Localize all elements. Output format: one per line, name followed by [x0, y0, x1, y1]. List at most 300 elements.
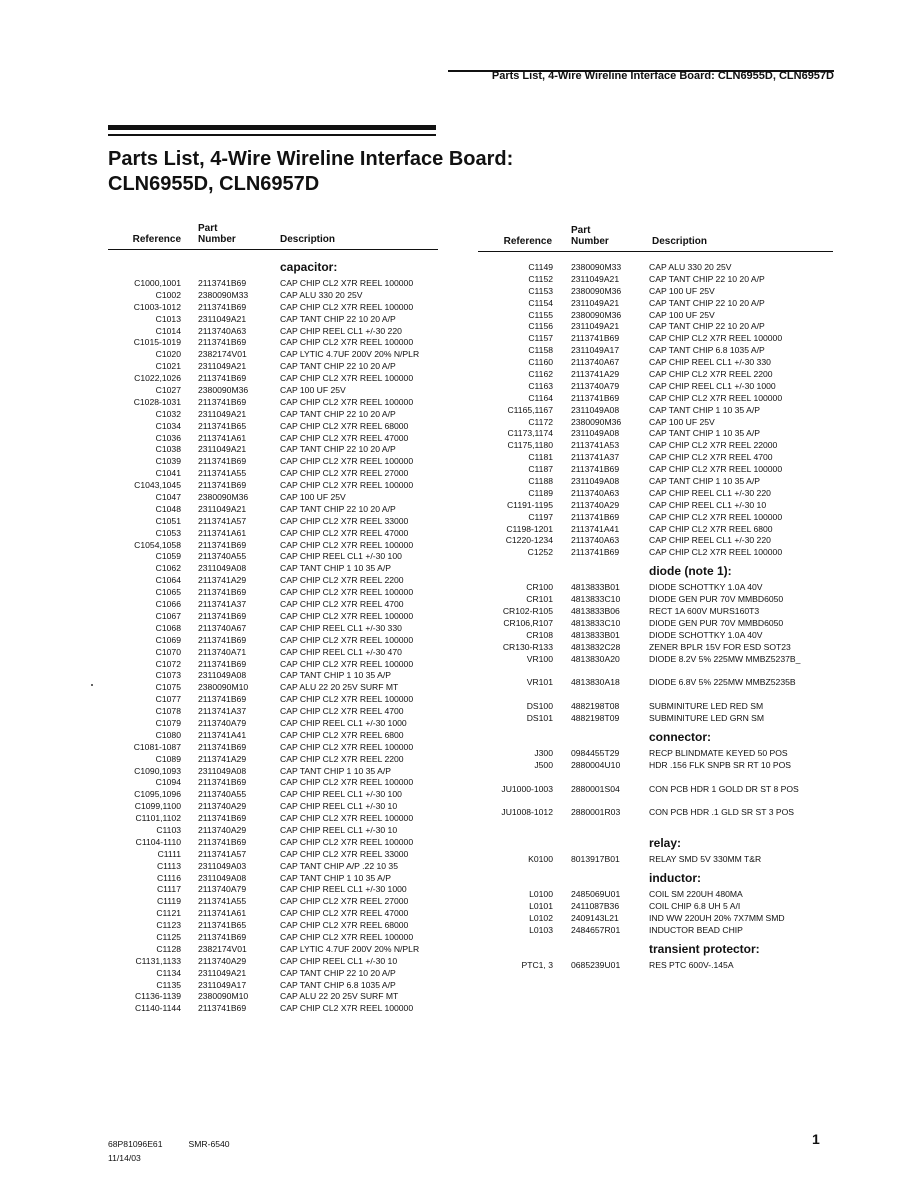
header-description: Description	[280, 234, 336, 245]
reference-cell: C1121	[156, 908, 181, 919]
description-cell: CAP TANT CHIP A/P .22 10 35	[280, 860, 398, 871]
reference-cell: CR106,R107	[503, 617, 553, 628]
table-row	[108, 659, 438, 671]
table-row	[478, 854, 833, 866]
table-row	[108, 801, 438, 813]
table-row	[478, 606, 833, 618]
description-cell: CAP CHIP CL2 X7R REEL 100000	[280, 278, 414, 288]
table-row	[478, 321, 833, 333]
description-cell: CAP CHIP CL2 X7R REEL 100000	[280, 396, 414, 407]
description-cell: CAP CHIP CL2 X7R REEL 100000	[649, 464, 783, 475]
reference-cell: C1117	[156, 884, 181, 895]
part-number-cell: 2311049A21	[198, 967, 247, 978]
table-row	[478, 618, 833, 630]
part-number-cell: 2113741A29	[198, 753, 247, 764]
description-cell: SUBMINITURE LED RED SM	[649, 701, 764, 712]
reference-cell: C1134	[156, 967, 181, 978]
description-cell: CAP CHIP CL2 X7R REEL 4700	[280, 706, 404, 717]
table-row	[108, 932, 438, 944]
reference-cell: C1080	[155, 729, 181, 740]
part-number-cell: 2113740A29	[571, 499, 620, 510]
table-row	[478, 464, 833, 476]
part-number-cell: 4813833C10	[571, 617, 621, 628]
reference-cell: C1028-1031	[133, 396, 181, 407]
description-cell: SUBMINITURE LED GRN SM	[649, 713, 765, 724]
description-cell: CAP 100 UF 25V	[280, 492, 346, 503]
description-cell: ZENER BPLR 15V FOR ESD SOT23	[649, 641, 791, 652]
part-number-cell: 2113740A29	[198, 955, 247, 966]
reference-cell: C1181	[528, 452, 553, 463]
parts-table-left	[108, 216, 438, 1015]
header-part-label: Part	[571, 225, 591, 236]
reference-cell: C1059	[155, 551, 181, 562]
reference-cell: C1111	[157, 848, 181, 859]
part-number-cell: 2113740A29	[198, 824, 247, 835]
table-row	[108, 504, 438, 516]
table-row	[108, 611, 438, 623]
reference-cell: C1062	[155, 563, 181, 574]
part-number-cell: 2311049A21	[571, 321, 620, 332]
table-row	[478, 960, 833, 972]
header-part-label: Part	[198, 223, 218, 234]
doc-date: 11/14/03	[108, 1153, 141, 1163]
part-number-cell: 2113741A29	[571, 369, 620, 380]
reference-cell: K0100	[528, 854, 553, 865]
description-cell: CAP TANT CHIP 1 10 35 A/P	[280, 872, 391, 883]
table-row	[108, 480, 438, 492]
part-number-cell: 2485069U01	[571, 889, 621, 900]
part-number-cell: 4882198T08	[571, 701, 620, 712]
part-number-cell: 2113740A79	[198, 884, 247, 895]
table-row	[108, 468, 438, 480]
description-cell: CAP CHIP CL2 X7R REEL 47000	[280, 527, 409, 538]
reference-cell: C1123	[156, 920, 181, 931]
running-head: Parts List, 4-Wire Wireline Interface Board: CLN6955D, CLN6957D	[491, 70, 834, 82]
description-cell: CAP CHIP REEL CL1 +/-30 220	[649, 535, 771, 546]
table-row	[478, 889, 833, 901]
reference-cell: L0102	[529, 912, 553, 923]
table-row	[478, 807, 833, 831]
description-cell: CAP TANT CHIP 1 10 35 A/P	[280, 563, 391, 574]
reference-cell: CR101	[526, 594, 553, 605]
part-number-cell: 2311049A21	[571, 273, 620, 284]
description-cell: CAP CHIP CL2 X7R REEL 100000	[280, 741, 414, 752]
table-row	[108, 647, 438, 659]
reference-cell: C1198-1201	[506, 523, 553, 534]
description-cell: CAP TANT CHIP 22 10 20 A/P	[280, 408, 396, 419]
description-cell: CAP CHIP CL2 X7R REEL 100000	[280, 301, 414, 312]
table-row	[478, 393, 833, 405]
description-cell: CAP CHIP REEL CL1 +/-30 10	[280, 801, 398, 812]
reference-cell: C1191-1195	[506, 499, 553, 510]
table-row	[478, 452, 833, 464]
part-number-cell: 2113741B69	[198, 396, 247, 407]
part-number-cell: 2113740A29	[198, 801, 247, 812]
table-row	[108, 587, 438, 599]
smr-number: SMR-6540	[188, 1139, 230, 1149]
table-row	[108, 730, 438, 742]
reference-cell: JU1008-1012	[501, 807, 553, 818]
section-diode: diode (note 1):	[649, 564, 732, 579]
description-cell: CAP CHIP CL2 X7R REEL 100000	[649, 333, 783, 344]
table-header-right	[478, 218, 833, 252]
part-number-cell: 2113741A57	[198, 848, 247, 859]
description-cell: CAP TANT CHIP 6.8 1035 A/P	[649, 345, 765, 356]
reference-cell: C1149	[528, 262, 553, 272]
table-header-left	[108, 216, 438, 250]
reference-cell: C1013	[155, 313, 181, 324]
part-number-cell: 4813832C28	[571, 641, 621, 652]
reference-cell: C1090,1093	[134, 765, 181, 776]
reference-cell: C1065	[155, 587, 181, 598]
table-row	[108, 777, 438, 789]
description-cell: CAP CHIP CL2 X7R REEL 47000	[280, 432, 409, 443]
description-cell: CAP CHIP CL2 X7R REEL 100000	[280, 694, 414, 705]
table-row	[108, 349, 438, 361]
description-cell: CAP CHIP REEL CL1 +/-30 1000	[280, 717, 407, 728]
description-cell: CAP CHIP CL2 X7R REEL 6800	[649, 523, 773, 534]
description-cell: CAP CHIP CL2 X7R REEL 100000	[280, 373, 414, 384]
rows-inductor	[478, 889, 833, 937]
table-row	[108, 492, 438, 504]
reference-cell: C1172	[528, 416, 553, 427]
table-row	[108, 873, 438, 885]
description-cell: CAP CHIP CL2 X7R REEL 2200	[649, 369, 773, 380]
part-number-cell: 2311049A21	[198, 444, 247, 455]
description-cell: CAP CHIP REEL CL1 +/-30 10	[280, 824, 398, 835]
part-number-cell: 2311049A08	[198, 872, 247, 883]
reference-cell: C1022,1026	[134, 373, 181, 384]
description-cell: CAP CHIP CL2 X7R REEL 100000	[280, 480, 414, 491]
table-row	[108, 528, 438, 540]
reference-cell: J500	[534, 759, 553, 770]
reference-cell: C1156	[528, 321, 553, 332]
description-cell: CAP CHIP CL2 X7R REEL 68000	[280, 420, 409, 431]
table-row	[108, 968, 438, 980]
description-cell: CAP CHIP CL2 X7R REEL 2200	[280, 575, 404, 586]
table-row	[478, 405, 833, 417]
description-cell: CAP CHIP CL2 X7R REEL 100000	[280, 337, 414, 348]
part-number-cell: 2311049A17	[571, 345, 620, 356]
description-cell: CAP TANT CHIP 22 10 20 A/P	[649, 297, 765, 308]
table-row	[108, 551, 438, 563]
description-cell: CAP CHIP CL2 X7R REEL 33000	[280, 515, 409, 526]
table-row	[478, 310, 833, 322]
reference-cell: C1160	[528, 357, 553, 368]
reference-cell: C1066	[155, 599, 181, 610]
table-row	[478, 428, 833, 440]
table-row	[478, 760, 833, 784]
part-number-cell: 2382174V01	[198, 349, 247, 360]
reference-cell: C1152	[528, 273, 553, 284]
table-row	[108, 718, 438, 730]
description-cell: RECT 1A 600V MURS160T3	[649, 606, 760, 617]
header-description: Description	[652, 236, 708, 247]
table-row	[108, 884, 438, 896]
table-row	[108, 444, 438, 456]
description-cell: CAP ALU 330 20 25V	[280, 289, 363, 300]
part-number-cell: 2113741A41	[198, 729, 247, 740]
part-number-cell: 4882198T09	[571, 713, 620, 724]
reference-cell: C1038	[155, 444, 181, 455]
reference-cell: C1154	[528, 297, 553, 308]
description-cell: CAP 100 UF 25V	[649, 416, 715, 427]
part-number-cell: 2113741A37	[198, 706, 247, 717]
description-cell: CAP CHIP CL2 X7R REEL 100000	[280, 587, 414, 598]
page-title	[108, 147, 513, 197]
part-number-cell: 2311049A08	[571, 404, 620, 415]
table-row	[108, 290, 438, 302]
rows-transient	[478, 960, 833, 972]
description-cell: CAP CHIP CL2 X7R REEL 100000	[280, 836, 414, 847]
part-number-cell: 2113741B69	[571, 392, 620, 403]
part-number-cell: 2113741B69	[198, 741, 247, 752]
part-number-cell: 4813833B01	[571, 629, 620, 640]
description-cell: CAP LYTIC 4.7UF 200V 20% N/PLR	[280, 349, 420, 360]
table-row	[478, 654, 833, 678]
part-number-cell: 2113740A63	[571, 487, 620, 498]
reference-cell: C1000,1001	[134, 278, 181, 288]
table-row	[108, 623, 438, 635]
table-row	[108, 944, 438, 956]
reference-cell: C1099,1100	[134, 801, 181, 812]
reference-cell: C1068	[155, 622, 181, 633]
description-cell: CAP TANT CHIP 22 10 20 A/P	[280, 361, 396, 372]
part-number-cell: 2113741B65	[198, 420, 247, 431]
table-row	[478, 488, 833, 500]
title-thick-rule	[108, 125, 436, 130]
description-cell: CAP 100 UF 25V	[649, 285, 715, 296]
table-row	[478, 262, 833, 274]
reference-cell: C1064	[155, 575, 181, 586]
description-cell: INDUCTOR BEAD CHIP	[649, 924, 743, 935]
part-number-cell: 2380090M33	[198, 289, 249, 300]
part-number-cell: 2880004U10	[571, 759, 621, 770]
part-number-cell: 2880001S04	[571, 783, 620, 794]
part-number-cell: 2113740A63	[571, 535, 620, 546]
description-cell: CAP CHIP CL2 X7R REEL 100000	[280, 931, 414, 942]
table-row	[478, 594, 833, 606]
section-transient-protector: transient protector:	[649, 941, 760, 956]
part-number-cell: 2880001R03	[571, 807, 621, 818]
part-number-cell: 2113740A67	[198, 622, 247, 633]
reference-cell: VR100	[526, 653, 553, 664]
part-number-cell: 2380090M10	[198, 682, 249, 693]
table-row	[108, 599, 438, 611]
part-number-cell: 2113741B69	[198, 931, 247, 942]
reference-cell: C1067	[155, 610, 181, 621]
table-row	[108, 421, 438, 433]
description-cell: CAP TANT CHIP 1 10 35 A/P	[649, 428, 760, 439]
description-cell: CAP CHIP CL2 X7R REEL 47000	[280, 908, 409, 919]
reference-cell: C1048	[155, 503, 181, 514]
table-row	[478, 524, 833, 536]
description-cell: CAP CHIP CL2 X7R REEL 100000	[280, 610, 414, 621]
description-cell: CAP CHIP CL2 X7R REEL 4700	[280, 599, 404, 610]
part-number-cell: 2113741B69	[198, 456, 247, 467]
rows-relay	[478, 854, 833, 866]
description-cell: CAP CHIP CL2 X7R REEL 100000	[649, 547, 783, 558]
description-cell: CAP LYTIC 4.7UF 200V 20% N/PLR	[280, 943, 420, 954]
reference-cell: C1073	[155, 670, 181, 681]
table-row	[478, 713, 833, 725]
table-row	[108, 991, 438, 1003]
table-row	[108, 920, 438, 932]
part-number-cell: 2113740A55	[198, 551, 247, 562]
part-number-cell: 2113741A41	[571, 523, 620, 534]
reference-cell: C1116	[156, 872, 181, 883]
description-cell: DIODE SCHOTTKY 1.0A 40V	[649, 582, 763, 593]
table-row	[478, 417, 833, 429]
reference-cell: CR100	[526, 582, 553, 593]
reference-cell: C1113	[156, 860, 181, 871]
table-row	[478, 440, 833, 452]
part-number-cell: 2380090M36	[198, 492, 249, 503]
reference-cell: C1187	[528, 464, 553, 475]
reference-cell: C1021	[155, 361, 181, 372]
description-cell: RELAY SMD 5V 330MM T&R	[649, 854, 762, 865]
description-cell: CAP TANT CHIP 22 10 20 A/P	[649, 273, 765, 284]
reference-cell: C1119	[156, 896, 181, 907]
description-cell: RES PTC 600V-.145A	[649, 959, 734, 970]
header-reference: Reference	[503, 236, 552, 247]
part-number-cell: 2484657R01	[571, 924, 621, 935]
description-cell: CAP CHIP CL2 X7R REEL 2200	[280, 753, 404, 764]
part-number-cell: 2113741B69	[198, 836, 247, 847]
description-cell: CAP CHIP CL2 X7R REEL 100000	[280, 813, 414, 824]
description-cell: CAP TANT CHIP 1 10 35 A/P	[649, 476, 760, 487]
part-number-cell: 2113741B69	[571, 333, 620, 344]
table-row	[108, 635, 438, 647]
description-cell: CON PCB HDR .1 GLD SR ST 3 POS	[649, 807, 795, 818]
table-row	[108, 813, 438, 825]
part-number-cell: 2113741B69	[198, 658, 247, 669]
description-cell: CON PCB HDR 1 GOLD DR ST 8 POS	[649, 783, 799, 794]
part-number-cell: 2409143L21	[571, 912, 619, 923]
description-cell: CAP CHIP REEL CL1 +/-30 100	[280, 551, 402, 562]
reference-cell: C1125	[156, 931, 181, 942]
description-cell: CAP CHIP CL2 X7R REEL 33000	[280, 848, 409, 859]
reference-cell: CR130-R133	[502, 641, 553, 652]
description-cell: DIODE SCHOTTKY 1.0A 40V	[649, 629, 763, 640]
description-cell: CAP 100 UF 25V	[649, 309, 715, 320]
part-number-cell: 2311049A21	[198, 503, 247, 514]
table-row	[478, 476, 833, 488]
part-number-cell: 2311049A08	[571, 428, 620, 439]
reference-cell: C1043,1045	[134, 480, 181, 491]
reference-cell: C1104-1110	[135, 836, 181, 847]
part-number-cell: 2113741B69	[198, 539, 247, 550]
part-number-cell: 0984455T29	[571, 747, 620, 758]
reference-cell: C1039	[155, 456, 181, 467]
title-line-2: CLN6955D, CLN6957D	[108, 173, 320, 195]
table-row	[478, 535, 833, 547]
description-cell: COIL CHIP 6.8 UH 5 A/I	[649, 901, 741, 912]
table-row	[108, 861, 438, 873]
part-number-cell: 2311049A17	[198, 979, 247, 990]
description-cell: CAP ALU 22 20 25V SURF MT	[280, 682, 399, 693]
reference-cell: C1128	[156, 943, 181, 954]
part-number-cell: 2113741B69	[571, 464, 620, 475]
reference-cell: C1027	[155, 385, 181, 396]
part-number-cell: 2113741B69	[198, 278, 247, 288]
part-number-cell: 2311049A03	[198, 860, 247, 871]
reference-cell: C1075	[155, 682, 181, 693]
part-number-cell: 2113741A29	[198, 575, 247, 586]
reference-cell: PTC1, 3	[521, 959, 553, 970]
description-cell: CAP TANT CHIP 1 10 35 A/P	[649, 404, 760, 415]
table-row	[108, 337, 438, 349]
reference-cell: C1094	[155, 777, 181, 788]
part-number-cell: 2311049A08	[198, 563, 247, 574]
table-row	[108, 956, 438, 968]
part-number-cell: 4813833C10	[571, 594, 621, 605]
part-number-cell: 2113741A61	[198, 527, 247, 538]
reference-cell: L0100	[529, 889, 553, 900]
description-cell: DIODE GEN PUR 70V MMBD6050	[649, 594, 784, 605]
reference-cell: DS100	[526, 701, 553, 712]
reference-cell: C1252	[527, 547, 553, 558]
part-number-cell: 2113741B69	[198, 813, 247, 824]
description-cell: RECP BLINDMATE KEYED 50 POS	[649, 747, 788, 758]
reference-cell: C1036	[155, 432, 181, 443]
reference-cell: C1103	[156, 824, 181, 835]
part-number-cell: 2113741B65	[198, 920, 247, 931]
description-cell: CAP CHIP CL2 X7R REEL 4700	[649, 452, 773, 463]
reference-cell: C1051	[155, 515, 181, 526]
part-number-cell: 2311049A21	[198, 408, 247, 419]
description-cell: DIODE GEN PUR 70V MMBD6050	[649, 617, 784, 628]
description-cell: CAP CHIP CL2 X7R REEL 100000	[649, 392, 783, 403]
reference-cell: C1089	[155, 753, 181, 764]
footer	[108, 1137, 230, 1165]
reference-cell: VR101	[526, 677, 553, 688]
description-cell: CAP ALU 22 20 25V SURF MT	[280, 991, 399, 1002]
table-row	[478, 913, 833, 925]
part-number-cell: 2113741A61	[198, 908, 247, 919]
description-cell: CAP CHIP CL2 X7R REEL 22000	[649, 440, 778, 451]
description-cell: CAP CHIP REEL CL1 +/-30 220	[280, 325, 402, 336]
reference-cell: C1136-1139	[134, 991, 181, 1002]
reference-cell: C1002	[155, 289, 181, 300]
spacer	[478, 252, 833, 262]
part-number-cell: 2113741A37	[571, 452, 620, 463]
reference-cell: CR102-R105	[502, 606, 553, 617]
reference-cell: C1032	[155, 408, 181, 419]
reference-cell: C1077	[155, 694, 181, 705]
description-cell: CAP CHIP CL2 X7R REEL 100000	[280, 1003, 414, 1014]
part-number-cell: 2113741B69	[571, 511, 620, 522]
part-number-cell: 0685239U01	[571, 959, 621, 970]
table-row	[108, 516, 438, 528]
table-row	[108, 837, 438, 849]
part-number-cell: 2113741B69	[198, 301, 247, 312]
description-cell: CAP CHIP CL2 X7R REEL 100000	[649, 511, 783, 522]
reference-cell: C1131,1133	[135, 955, 181, 966]
description-cell: CAP TANT CHIP 22 10 20 A/P	[280, 503, 396, 514]
part-number-cell: 2113741A37	[198, 599, 247, 610]
reference-cell: C1158	[528, 345, 553, 356]
description-cell: CAP CHIP REEL CL1 +/-30 470	[280, 646, 402, 657]
part-number-cell: 2113741B69	[198, 337, 247, 348]
reference-cell: C1041	[155, 468, 181, 479]
table-row	[478, 274, 833, 286]
reference-cell: C1047	[155, 492, 181, 503]
table-row	[478, 333, 833, 345]
description-cell: CAP CHIP CL2 X7R REEL 68000	[280, 920, 409, 931]
reference-cell: C1069	[155, 634, 181, 645]
part-number-cell: 4813833B06	[571, 606, 620, 617]
